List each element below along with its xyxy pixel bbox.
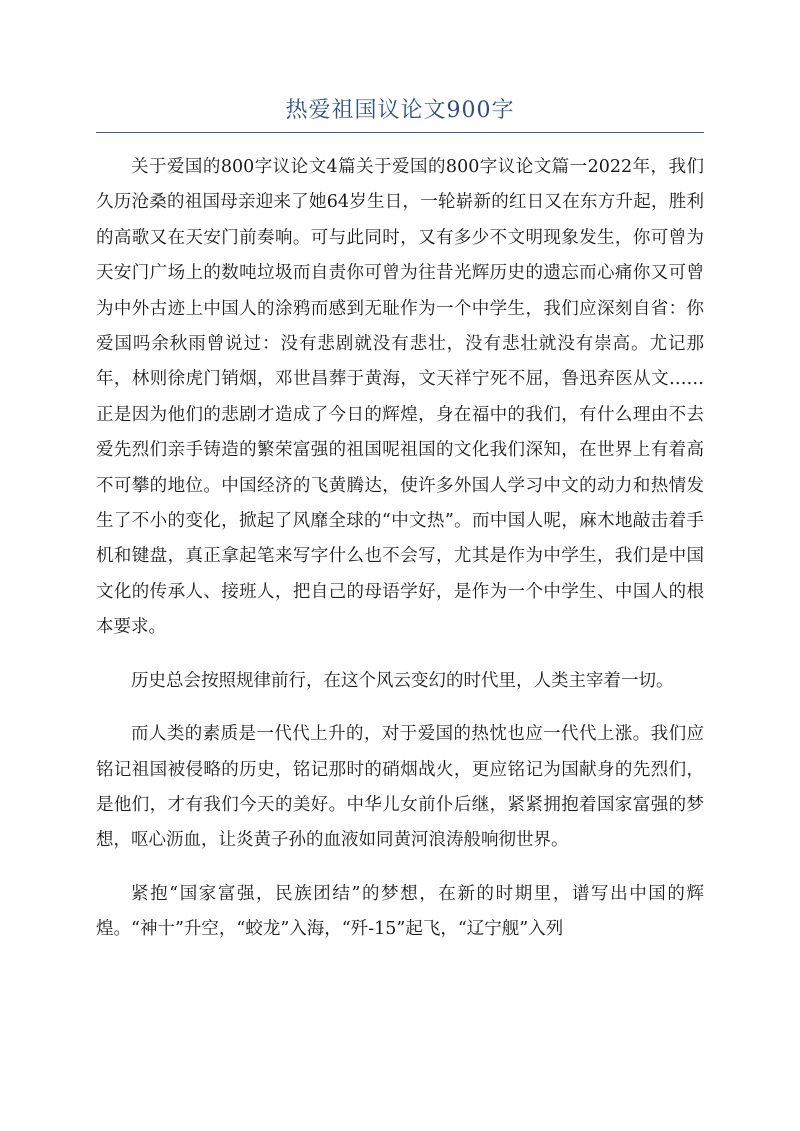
page-title: 热爱祖国议论文900字 (285, 98, 515, 123)
paragraph-2: 历史总会按照规律前行，在这个风云变幻的时代里，人类主宰着一切。 (131, 670, 674, 691)
article-body (96, 150, 704, 966)
paragraph-4: 紧抱“国家富强，民族团结”的梦想，在新的时期里，谱写出中国的辉煌。“神十”升空，“蛟龙”入海，“歼-15”起飞，“辽宁舰”入列 (96, 883, 704, 940)
title-underline (96, 132, 704, 133)
paragraph-1: 关于爱国的800字议论文4篇关于爱国的800字议论文篇一2022年，我们久历沧桑的祖国母亲迎来了她64岁生日，一轮崭新的红日又在东方升起，胜利的高歌又在天安门前奏响。可与此同时，又有多少不文明现象发生，你可曾为天安门广场上的数吨垃圾而自责你可曾为往昔光辉历史的遗忘而心痛你又可曾为中外古迹上中国人的涂鸦而感到无耻作为一个中学生，我们应深刻自省：你爱国吗余秋雨曾说过：没有悲剧就没有悲壮，没有悲壮就没有崇高。尤记那年，林则徐虎门销烟，邓世昌葬于黄海，文天祥宁死不屈，鲁迅弃医从文……正是因为他们的悲剧才造成了今日的辉煌，身在福中的我们，有什么理由不去爱先烈们亲手铸造的繁荣富强的祖国呢祖国的文化我们深知，在世界上有着高不可攀的地位。中国经济的飞黄腾达，使许多外国人学习中文的动力和热情发生了不小的变化，掀起了风靡全球的“中文热”。而中国人呢，麻木地敲击着手机和键盘，真正拿起笔来写字什么也不会写，尤其是作为中学生，我们是中国文化的传承人、接班人，把自己的母语学好，是作为一个中学生、中国人的根本要求。 (96, 157, 704, 638)
paragraph-3: 而人类的素质是一代代上升的，对于爱国的热忱也应一代代上涨。我们应铭记祖国被侵略的历史，铭记那时的硝烟战火，更应铭记为国献身的先烈们，是他们，才有我们今天的美好。中华儿女前仆后继，紧紧拥抱着国家富强的梦想，呕心沥血，让炎黄子孙的血液如同黄河浪涛般响彻世界。 (96, 724, 704, 851)
